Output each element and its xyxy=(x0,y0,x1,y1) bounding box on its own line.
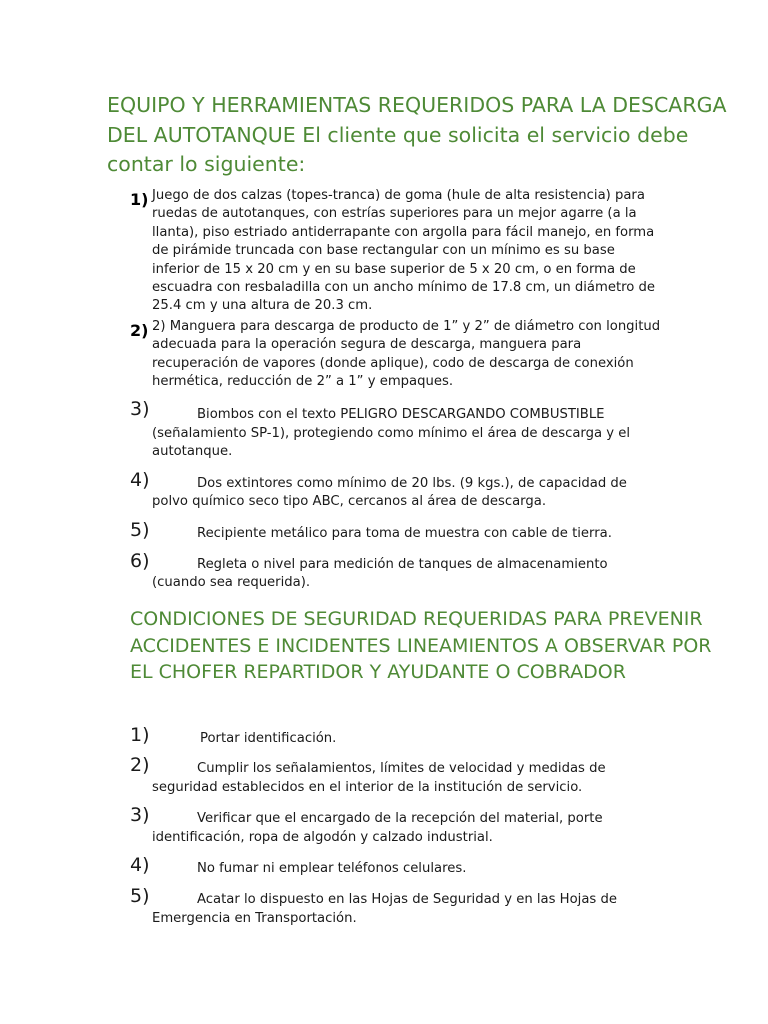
list-marker: 1) xyxy=(130,190,149,209)
list-item-text: Acatar lo dispuesto en las Hojas de Seguridad y en las Hojas de Emergencia en Transportación. xyxy=(152,892,617,926)
list-item xyxy=(0,469,768,512)
section-2-heading: CONDICIONES DE SEGURIDAD REQUERIDAS PARA PREVENIR ACCIDENTES E INCIDENTES LINEAMIENTOS A OBSERVAR POR EL CHOFER REPARTIDOR Y AYUDANTE O COBRADOR xyxy=(130,608,712,683)
list-item xyxy=(0,854,768,878)
list-item-text: Recipiente metálico para toma de muestra con cable de tierra. xyxy=(197,525,612,541)
list-item-text: Cumplir los señalamientos, límites de velocidad y medidas de seguridad establecidos en el interior de la institución de servicio. xyxy=(152,761,606,795)
list-item xyxy=(0,724,768,748)
list-marker: 2) xyxy=(130,320,149,340)
list-item xyxy=(0,398,768,461)
list-item-text: No fumar ni emplear teléfonos celulares. xyxy=(197,861,467,877)
list-item xyxy=(0,804,768,847)
list-item-text: Portar identificación. xyxy=(200,731,337,746)
equipment-list xyxy=(0,187,768,593)
list-item xyxy=(0,187,768,316)
list-item-text: Biombos con el texto PELIGRO DESCARGANDO COMBUSTIBLE (señalamiento SP-1), protegiendo como mínimo el área de descarga y el autotanque. xyxy=(152,407,631,460)
list-marker: 1) xyxy=(130,724,150,746)
list-marker: 3) xyxy=(130,804,150,827)
list-item-text: Juego de dos calzas (topes-tranca) de goma (hule de alta resistencia) para ruedas de autotanques, con estrías superiores para un mejor agarre (a la llanta), piso estriado antiderrapante con argolla para fácil manejo, en forma de pirámide truncada con base rectangular con un mínimo es su base inferior de 15 x 20 cm y en su base superior de 5 x 20 cm, o en forma de escuadra con resbaladilla con un ancho mínimo de 17.8 cm, un diámetro de 25.4 cm y una altura de 20.3 cm. xyxy=(152,188,656,314)
list-item-text: Regleta o nivel para medición de tanques de almacenamiento (cuando sea requerida). xyxy=(152,556,608,591)
list-marker: 6) xyxy=(130,549,150,572)
list-item xyxy=(0,318,768,392)
list-item xyxy=(0,885,768,928)
list-item xyxy=(0,519,768,543)
list-item-text: Verificar que el encargado de la recepción del material, porte identificación, ropa de algodón y calzado industrial. xyxy=(152,811,603,845)
list-marker: 4) xyxy=(130,854,150,877)
list-marker: 5) xyxy=(130,518,150,541)
safety-list xyxy=(0,724,768,928)
list-marker: 4) xyxy=(130,468,150,491)
list-item-text: Dos extintores como mínimo de 20 lbs. (9 kgs.), de capacidad de polvo químico seco tipo ABC, cercanos al área de descarga. xyxy=(152,475,627,510)
list-marker: 5) xyxy=(130,885,150,908)
list-item xyxy=(0,754,768,797)
list-marker: 2) xyxy=(130,754,150,777)
list-marker: 3) xyxy=(130,398,150,421)
list-item xyxy=(0,550,768,593)
list-item-text: 2) Manguera para descarga de producto de 1” y 2” de diámetro con longitud adecuada para la operación segura de descarga, manguera para recuperación de vapores (donde aplique), codo de descarga de conexión hermética, reducción de 2” a 1” y empaques. xyxy=(152,318,661,390)
section-1-heading: EQUIPO Y HERRAMIENTAS REQUERIDOS PARA LA DESCARGA DEL AUTOTANQUE El cliente que solicita el servicio debe contar lo siguiente: xyxy=(107,93,727,176)
